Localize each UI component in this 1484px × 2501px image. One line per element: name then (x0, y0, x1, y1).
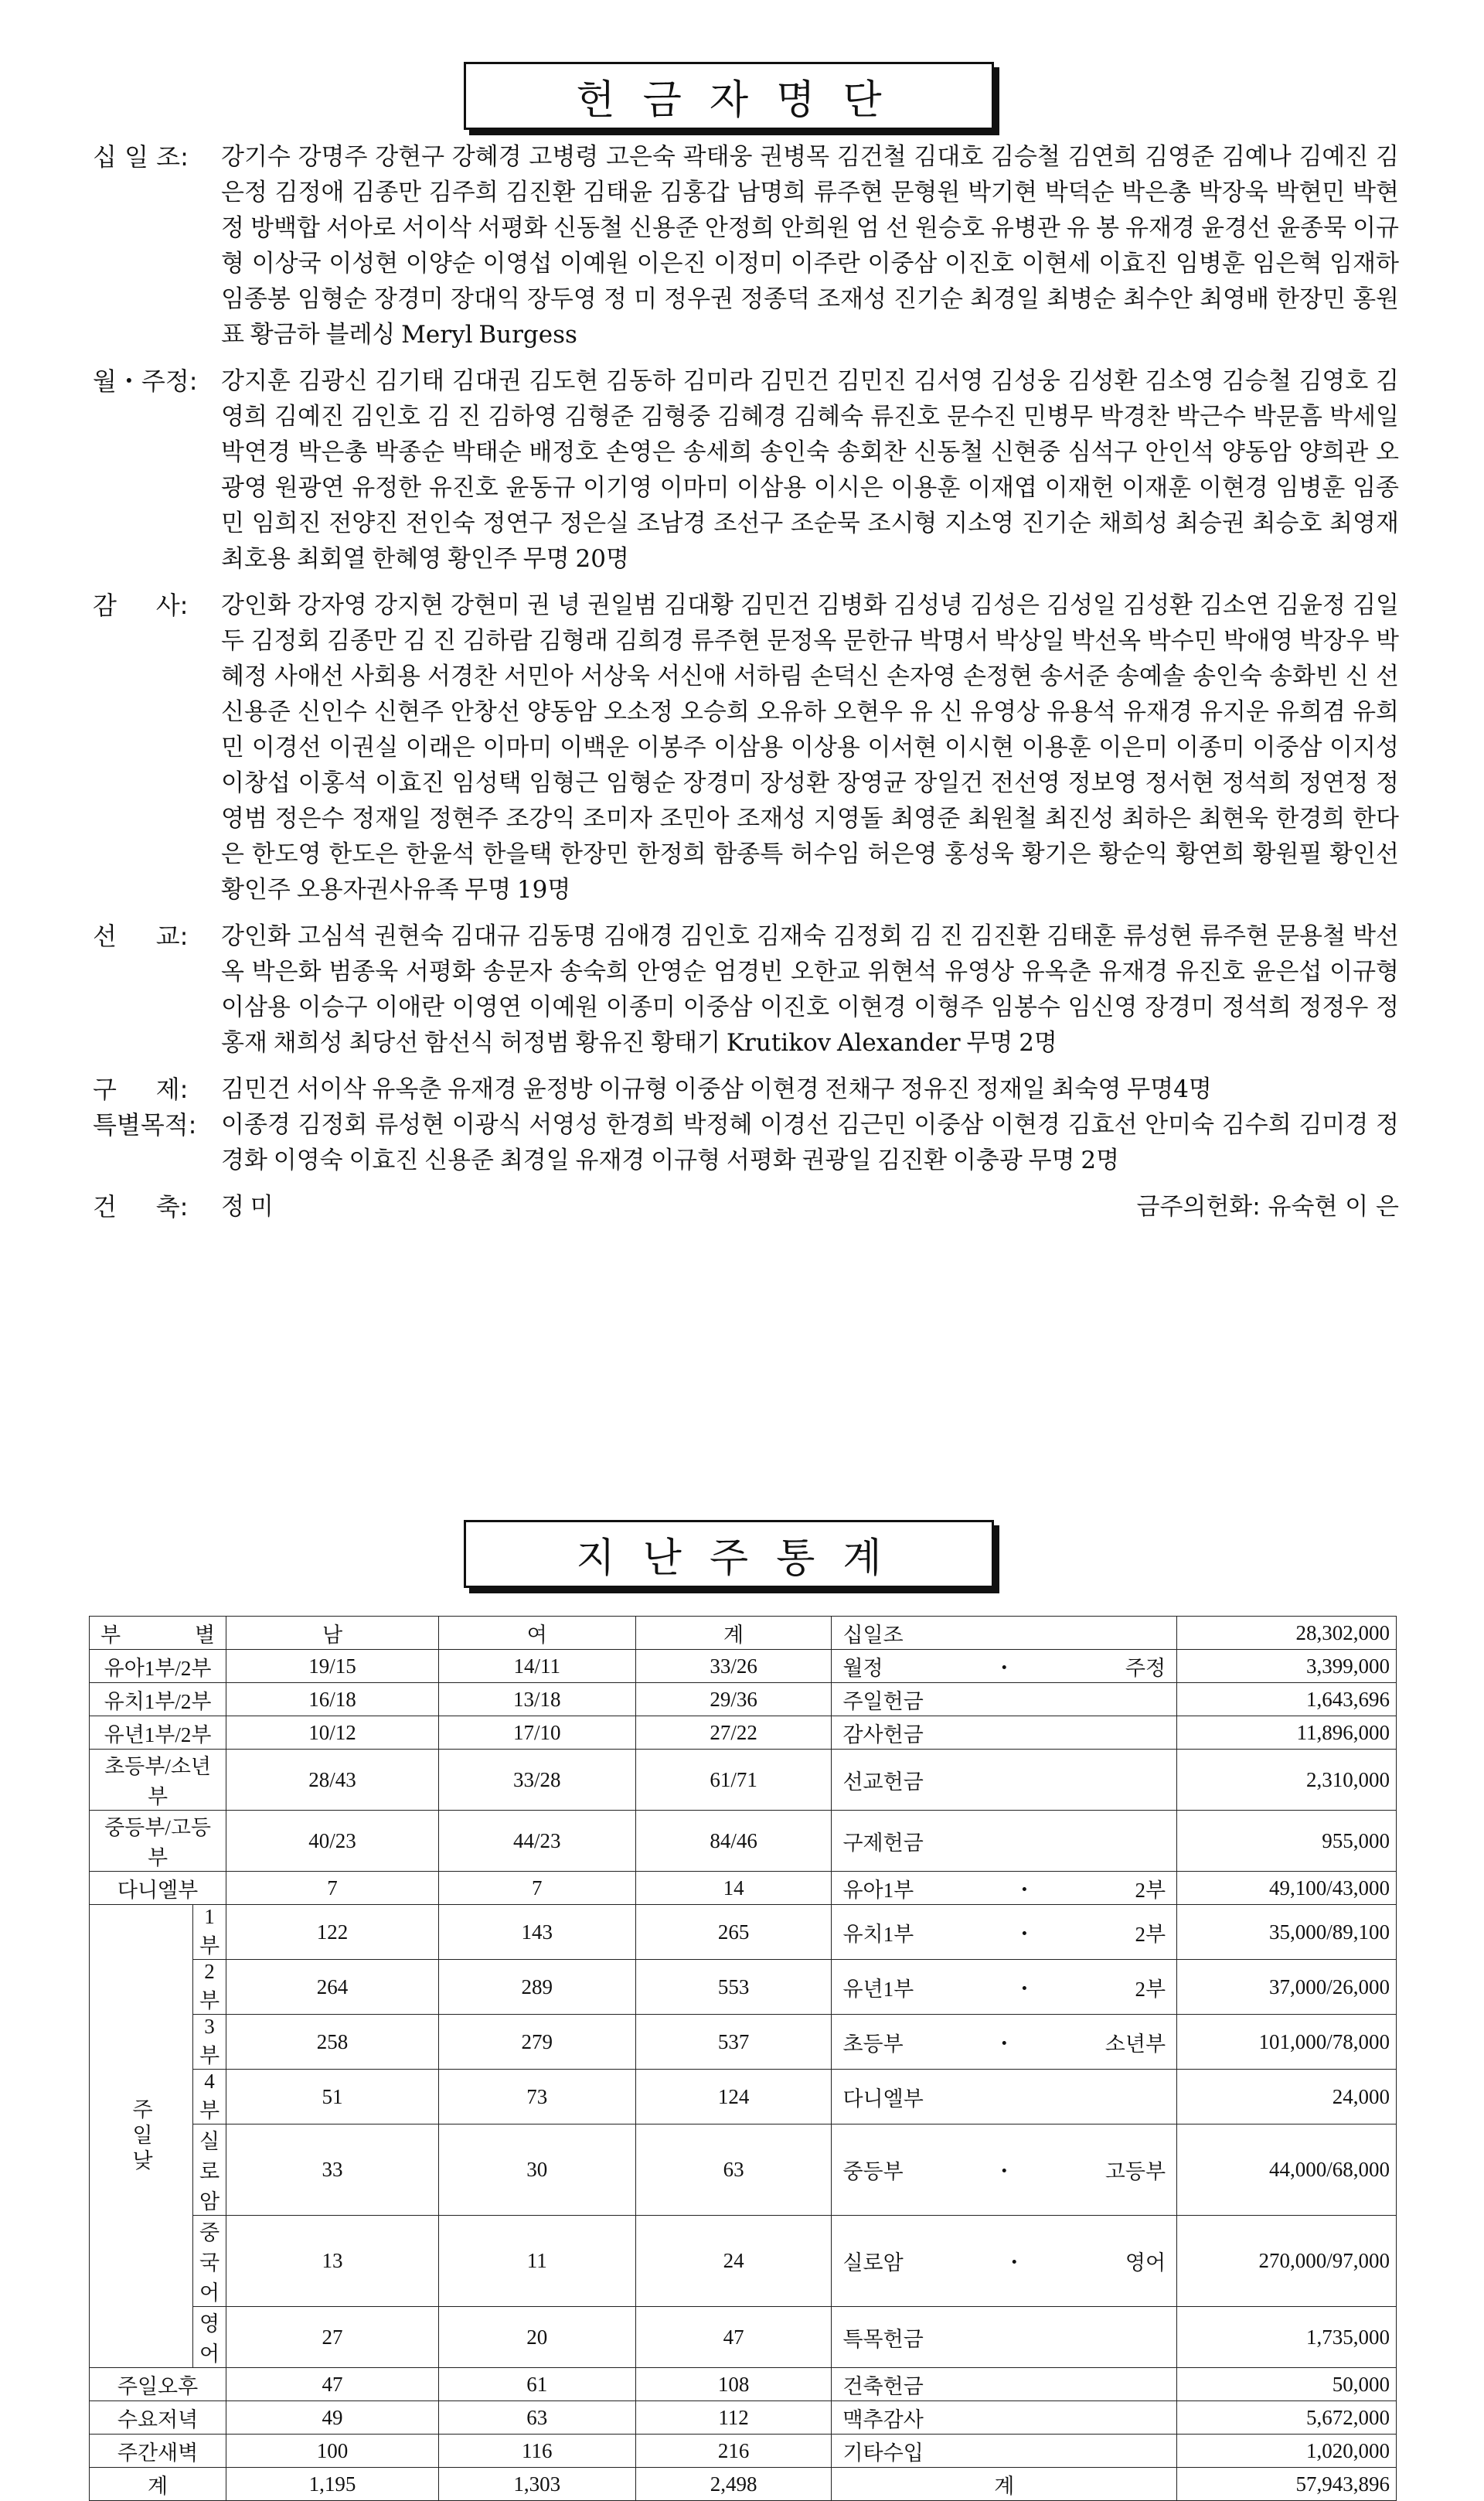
dept-name: 초등부/소년부 (90, 1750, 226, 1811)
flower-label: 금주의헌화: (1136, 1193, 1261, 1221)
category-label: 선 교: (93, 922, 189, 951)
male-count: 28/43 (226, 1750, 439, 1811)
dept-name: 2부 (193, 1960, 226, 2015)
male-count: 49 (226, 2401, 439, 2435)
offering-amount: 5,672,000 (1177, 2401, 1397, 2435)
female-count: 30 (438, 2124, 635, 2216)
total-count: 265 (635, 1905, 832, 1960)
category-label: 구 제: (93, 1075, 189, 1104)
table-row (90, 1683, 1397, 1716)
category-label: 월・주정: (93, 366, 198, 396)
dept-name: 중등부/고등부 (90, 1811, 226, 1872)
dept-name: 유치1부/2부 (90, 1683, 226, 1716)
dept-name: 주간새벽 (90, 2435, 226, 2468)
donor-category-mission (93, 918, 1399, 1061)
total-count: 63 (635, 2124, 832, 2216)
dept-name: 4부 (193, 2070, 226, 2124)
donor-category-tithe (93, 139, 1399, 353)
total-count: 553 (635, 1960, 832, 2015)
offering-amount: 37,000/26,000 (1177, 1960, 1397, 2015)
female-count: 11 (438, 2216, 635, 2307)
offering-amount: 35,000/89,100 (1177, 1905, 1397, 1960)
header-total: 계 (635, 1617, 832, 1650)
dept-name: 영어 (193, 2307, 226, 2368)
stats-header-row (90, 1617, 1397, 1650)
category-names: 강인화 고심석 권현숙 김대규 김동명 김애경 김인호 김재숙 김정회 김 진 김진환 김태훈 류성현 류주현 문용철 박선옥 박은화 범종욱 서평화 송문자 송숙희 안영순 엄경빈 오한교 위현석 유영상 유옥춘 유재경 유진호 윤은섭 이규형 이삼용 이승구 이애란 이영연 이예원 이종미 이중삼 이진호 이현경 이형주 임봉수 임신영 장경미 정석희 정정우 정홍재 채희성 최당선 함선식 허정범 황유진 황태기 Krutikov Alexander 무명 2명 (221, 922, 1399, 1057)
offering-amount: 101,000/78,000 (1177, 2015, 1397, 2070)
table-row (90, 1811, 1397, 1872)
table-row (90, 2070, 1397, 2124)
female-count: 14/11 (438, 1650, 635, 1683)
total-count: 2,498 (635, 2468, 832, 2501)
female-count: 44/23 (438, 1811, 635, 1872)
male-count: 40/23 (226, 1811, 439, 1872)
dept-name: 유년1부/2부 (90, 1716, 226, 1750)
total-count: 27/22 (635, 1716, 832, 1750)
offering-category: 유아1부・2부 (832, 1872, 1177, 1905)
table-row (90, 2435, 1397, 2468)
stats-table (89, 1616, 1397, 2501)
table-row (90, 1905, 1397, 1960)
offering-amount: 1,020,000 (1177, 2435, 1397, 2468)
total-count: 61/71 (635, 1750, 832, 1811)
male-count: 19/15 (226, 1650, 439, 1683)
total-count: 14 (635, 1872, 832, 1905)
female-count: 143 (438, 1905, 635, 1960)
stats-title: 지난주통계 (464, 1520, 994, 1588)
male-count: 1,195 (226, 2468, 439, 2501)
offering-category: 구제헌금 (832, 1811, 1177, 1872)
offering-amount: 50,000 (1177, 2368, 1397, 2401)
offering-amount: 24,000 (1177, 2070, 1397, 2124)
male-count: 27 (226, 2307, 439, 2368)
dept-name: 다니엘부 (90, 1872, 226, 1905)
offering-category: 월정・주정 (832, 1650, 1177, 1683)
offering-category: 십일조 (832, 1617, 1177, 1650)
offering-category: 실로암・영어 (832, 2216, 1177, 2307)
offering-amount: 11,896,000 (1177, 1716, 1397, 1750)
total-label: 계 (90, 2468, 226, 2501)
category-label: 건 축: (93, 1192, 189, 1222)
total-count: 84/46 (635, 1811, 832, 1872)
category-label: 십 일 조: (93, 142, 189, 172)
female-count: 33/28 (438, 1750, 635, 1811)
donors-title: 헌금자명단 (464, 62, 994, 130)
dept-name: 실로암 (193, 2124, 226, 2216)
male-count: 16/18 (226, 1683, 439, 1716)
female-count: 7 (438, 1872, 635, 1905)
female-count: 61 (438, 2368, 635, 2401)
offering-category: 감사헌금 (832, 1716, 1177, 1750)
total-count: 124 (635, 2070, 832, 2124)
male-count: 13 (226, 2216, 439, 2307)
male-count: 10/12 (226, 1716, 439, 1750)
male-count: 264 (226, 1960, 439, 2015)
total-count: 47 (635, 2307, 832, 2368)
table-row (90, 1872, 1397, 1905)
offering-category: 주일헌금 (832, 1683, 1177, 1716)
offering-category: 유치1부・2부 (832, 1905, 1177, 1960)
table-row (90, 1960, 1397, 2015)
category-names: 이종경 김정회 류성현 이광식 서영성 한경희 박정혜 이경선 김근민 이중삼 이현경 김효선 안미숙 김수희 김미경 정경화 이영숙 이효진 신용준 최경일 유재경 이규형 서평화 권광일 김진환 이충광 무명 2명 (221, 1111, 1399, 1174)
female-count: 289 (438, 1960, 635, 2015)
donor-category-thanks (93, 588, 1399, 908)
male-count: 7 (226, 1872, 439, 1905)
offering-amount: 2,310,000 (1177, 1750, 1397, 1811)
female-count: 17/10 (438, 1716, 635, 1750)
offering-amount: 49,100/43,000 (1177, 1872, 1397, 1905)
donor-category-special (93, 1107, 1399, 1178)
donor-category-relief (93, 1072, 1399, 1107)
male-count: 51 (226, 2070, 439, 2124)
female-count: 73 (438, 2070, 635, 2124)
sunday-label (90, 1905, 193, 2368)
category-label: 감 사: (93, 591, 189, 620)
offering-amount: 1,735,000 (1177, 2307, 1397, 2368)
offering-category: 맥추감사 (832, 2401, 1177, 2435)
female-count: 63 (438, 2401, 635, 2435)
donor-category-building (93, 1189, 1399, 1225)
total-count: 24 (635, 2216, 832, 2307)
table-row (90, 2401, 1397, 2435)
offering-amount: 270,000/97,000 (1177, 2216, 1397, 2307)
offering-amount: 955,000 (1177, 1811, 1397, 1872)
table-row (90, 2124, 1397, 2216)
offering-amount: 44,000/68,000 (1177, 2124, 1397, 2216)
offering-category: 기타수입 (832, 2435, 1177, 2468)
offering-category: 초등부・소년부 (832, 2015, 1177, 2070)
dept-name: 3부 (193, 2015, 226, 2070)
header-dept: 부 별 (90, 1617, 226, 1650)
header-female: 여 (438, 1617, 635, 1650)
total-count: 29/36 (635, 1683, 832, 1716)
male-count: 122 (226, 1905, 439, 1960)
offering-category: 다니엘부 (832, 2070, 1177, 2124)
female-count: 1,303 (438, 2468, 635, 2501)
dept-name: 1부 (193, 1905, 226, 1960)
flower-names: 유숙현 이 은 (1260, 1193, 1399, 1221)
table-row (90, 2368, 1397, 2401)
female-count: 279 (438, 2015, 635, 2070)
category-label: 특별목적: (93, 1110, 197, 1140)
table-row (90, 2216, 1397, 2307)
female-count: 20 (438, 2307, 635, 2368)
offering-amount: 1,643,696 (1177, 1683, 1397, 1716)
category-names: 정 미 (221, 1193, 274, 1221)
table-row (90, 1650, 1397, 1683)
offering-amount: 57,943,896 (1177, 2468, 1397, 2501)
offering-category: 특목헌금 (832, 2307, 1177, 2368)
category-names: 강기수 강명주 강현구 강혜경 고병령 고은숙 곽태웅 권병목 김건철 김대호 김승철 김연희 김영준 김예나 김예진 김은정 김정애 김종만 김주희 김진환 김태윤 김홍갑 남명희 류주현 문형원 박기현 박덕순 박은총 박장욱 박현민 박현정 방백합 서아로 서이삭 서평화 신동철 신용준 안정희 안희원 엄 선 원승호 유병관 유 봉 유재경 윤경선 윤종묵 이규형 이상국 이성현 이양순 이영섭 이예원 이은진 이정미 이주란 이중삼 이진호 이현세 이효진 임병훈 임은혁 임재하 임종봉 임형순 장경미 장대익 장두영 정 미 정우권 정종덕 조재성 진기순 최경일 최병순 최수안 최영배 한장민 홍원표 황금하 블레싱 Meryl Burgess (221, 143, 1399, 349)
male-count: 100 (226, 2435, 439, 2468)
table-row (90, 2015, 1397, 2070)
donor-list (93, 139, 1399, 1225)
offering-category: 계 (832, 2468, 1177, 2501)
category-names: 김민건 서이삭 유옥춘 유재경 윤정방 이규형 이중삼 이현경 전채구 정유진 정재일 최숙영 무명4명 (221, 1075, 1212, 1103)
male-count: 47 (226, 2368, 439, 2401)
offering-amount: 3,399,000 (1177, 1650, 1397, 1683)
total-count: 112 (635, 2401, 832, 2435)
male-count: 258 (226, 2015, 439, 2070)
total-row (90, 2468, 1397, 2501)
offering-category: 건축헌금 (832, 2368, 1177, 2401)
male-count: 33 (226, 2124, 439, 2216)
table-row (90, 1750, 1397, 1811)
table-row (90, 2307, 1397, 2368)
dept-name: 유아1부/2부 (90, 1650, 226, 1683)
offering-amount: 28,302,000 (1177, 1617, 1397, 1650)
flower-donation-note (1137, 1189, 1399, 1225)
sunday-label-text: 주일낮 (129, 2097, 152, 2175)
total-count: 537 (635, 2015, 832, 2070)
dept-name: 주일오후 (90, 2368, 226, 2401)
category-names: 강인화 강자영 강지현 강현미 권 녕 권일범 김대황 김민건 김병화 김성녕 김성은 김성일 김성환 김소연 김윤정 김일두 김정회 김종만 김 진 김하람 김형래 김희경 류주현 문정옥 문한규 박명서 박상일 박선옥 박수민 박애영 박장우 박혜정 사애선 사회용 서경찬 서민아 서상욱 서신애 서하림 손덕신 손자영 손정현 송서준 송예솔 송인숙 송화빈 신 선 신용준 신인수 신현주 안창선 양동암 오소정 오승희 오유하 오현우 유 신 유영상 유용석 유재경 유지운 유희겸 유희민 이경선 이권실 이래은 이마미 이백운 이봉주 이삼용 이상용 이서현 이시현 이용훈 이은미 이종미 이중삼 이지성 이창섭 이홍석 이효진 임성택 임형근 임형순 장경미 장성환 장영균 장일건 전선영 정보영 정서현 정석희 정연정 정영범 정은수 정재일 정현주 조강익 조미자 조민아 조재성 지영돌 최영준 최원철 최진성 최하은 최현욱 한경희 한다은 한도영 한도은 한윤석 한을택 한장민 한정희 함종특 허수임 허은영 홍성욱 황기은 황순익 황연희 황원필 황인선 황인주 오용자권사유족 무명 19명 (221, 591, 1399, 904)
offering-category: 중등부・고등부 (832, 2124, 1177, 2216)
donor-category-monthly (93, 363, 1399, 577)
female-count: 116 (438, 2435, 635, 2468)
female-count: 13/18 (438, 1683, 635, 1716)
dept-name: 중국어 (193, 2216, 226, 2307)
header-male: 남 (226, 1617, 439, 1650)
dept-name: 수요저녁 (90, 2401, 226, 2435)
total-count: 216 (635, 2435, 832, 2468)
total-count: 33/26 (635, 1650, 832, 1683)
table-row (90, 1716, 1397, 1750)
offering-category: 유년1부・2부 (832, 1960, 1177, 2015)
total-count: 108 (635, 2368, 832, 2401)
offering-category: 선교헌금 (832, 1750, 1177, 1811)
category-names: 강지훈 김광신 김기태 김대권 김도현 김동하 김미라 김민건 김민진 김서영 김성웅 김성환 김소영 김승철 김영호 김영희 김예진 김인호 김 진 김하영 김형준 김형중 김혜경 김혜숙 류진호 문수진 민병무 박경찬 박근수 박문흠 박세일 박연경 박은총 박종순 박태순 배정호 손영은 송세희 송인숙 송회찬 신동철 신현중 심석구 안인석 양동암 양희관 오광영 원광연 유정한 유진호 윤동규 이기영 이마미 이삼용 이시은 이용훈 이재엽 이재헌 이재훈 이현경 임병훈 임종민 임희진 전양진 전인숙 정연구 정은실 조남경 조선구 조순묵 조시형 지소영 진기순 채희성 최승권 최승호 최영재 최호용 최회열 한혜영 황인주 무명 20명 (221, 367, 1399, 573)
